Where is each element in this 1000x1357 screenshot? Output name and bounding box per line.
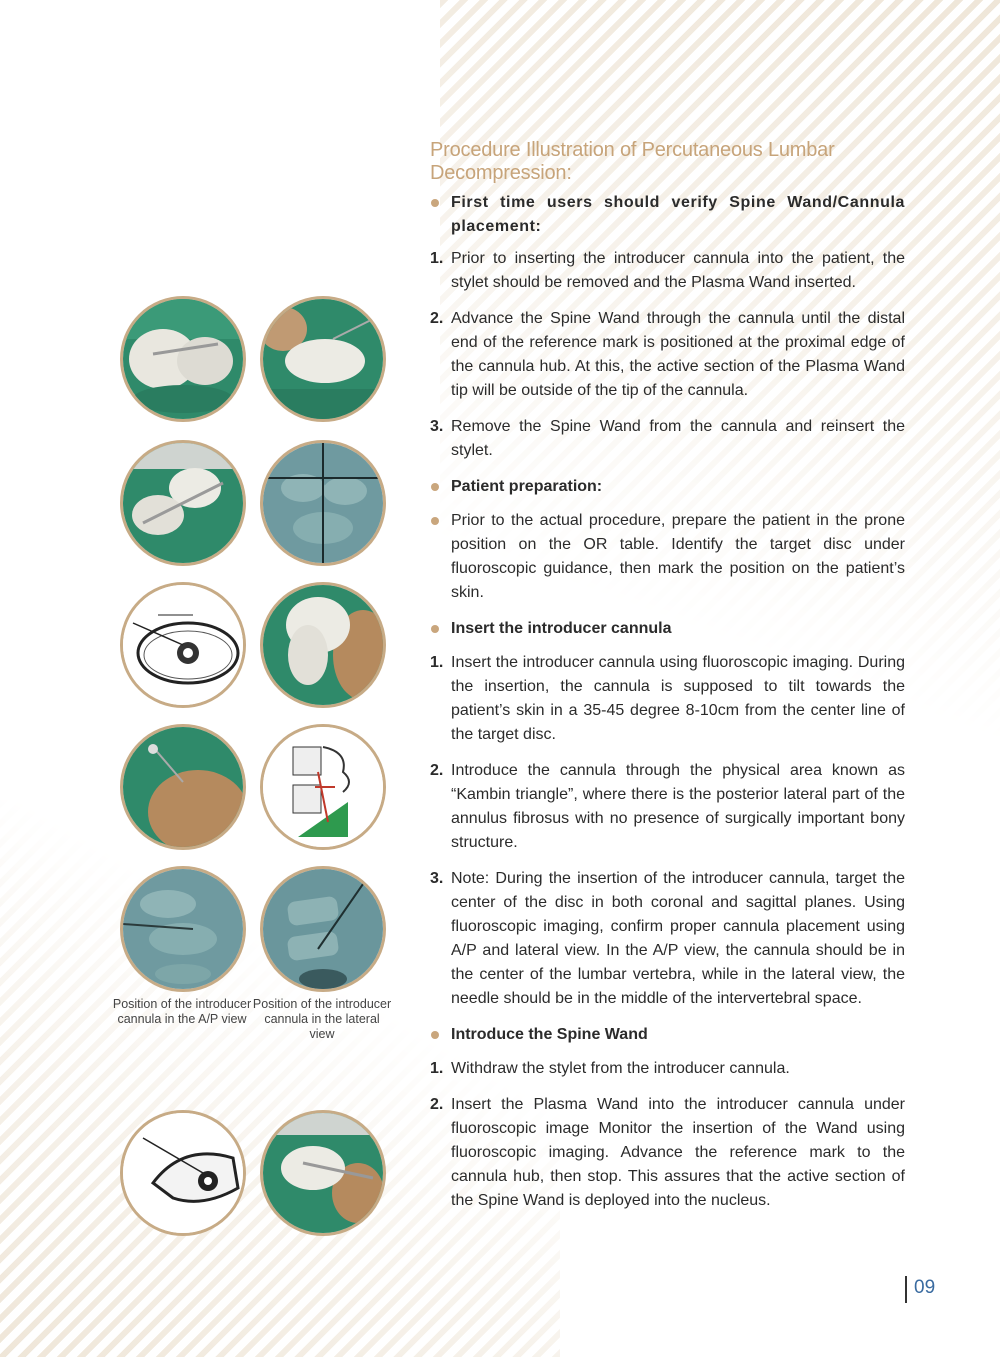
list-item	[430, 867, 905, 1011]
step-number: 3.	[430, 418, 444, 435]
list-item	[430, 509, 905, 605]
photo-needle-in-skin	[120, 724, 246, 850]
section-wand-heading: Introduce the Spine Wand	[451, 1026, 648, 1043]
step-text: Introduce the cannula through the physical area known as “Kambin triangle”, where there is the posterior lateral part of the annulus fibrosus with no presence of surgically important bony structure.	[451, 762, 905, 851]
list-item	[430, 759, 905, 855]
photo-wand-into-cannula	[260, 1110, 386, 1236]
step-text: Prior to inserting the introducer cannula into the patient, the stylet should be removed and the Plasma Wand inserted.	[451, 250, 905, 291]
list-item	[430, 247, 905, 295]
fluoroscopy-ap-view	[120, 866, 246, 992]
bullet-dot	[431, 625, 439, 633]
bullet-dot	[431, 199, 439, 207]
list-item	[430, 307, 905, 403]
step-number: 1.	[430, 654, 444, 671]
procedure-content	[430, 139, 905, 1225]
fluoroscopy-lateral-view	[260, 866, 386, 992]
step-text: Withdraw the stylet from the introducer cannula.	[451, 1060, 790, 1077]
step-text: Insert the introducer cannula using fluoroscopic imaging. During the insertion, the cannula is supposed to tilt towards the patient’s skin in a 35-45 degree 8-10cm from the center line of the target disc.	[451, 654, 905, 743]
step-text: Advance the Spine Wand through the cannula until the distal end of the reference mark is positioned at the proximal edge of the cannula hub. At this, the active section of the Plasma Wand tip will be outside of the tip of the cannula.	[451, 310, 905, 399]
bullet-dot	[431, 483, 439, 491]
cross-section-diagram	[120, 582, 246, 708]
step-number: 2.	[430, 310, 444, 327]
step-number: 3.	[430, 870, 444, 887]
section-wand	[430, 1023, 905, 1047]
list-item	[430, 1093, 905, 1213]
caption-ap-view: Position of the introducer cannula in the A/P view	[112, 997, 252, 1026]
step-number: 1.	[430, 250, 444, 267]
section-prep-heading: Patient preparation:	[451, 478, 603, 495]
list-item	[430, 651, 905, 747]
step-text: Insert the Plasma Wand into the introducer cannula under fluoroscopic image Monitor the insertion of the Wand using fluoroscopic imaging. Advance the reference mark to the cannula hub, then stop. This assures that the active section of the Spine Wand is deployed into the nucleus.	[451, 1096, 905, 1209]
section-verify-heading: First time users should verify Spine Wand/Cannula placement:	[451, 194, 905, 235]
section-verify	[430, 191, 905, 239]
section-insert-heading: Insert the introducer cannula	[451, 620, 672, 637]
page-number: 09	[914, 1277, 936, 1298]
caption-lateral-view: Position of the introducer cannula in the lateral view	[252, 997, 392, 1041]
step-number: 2.	[430, 1096, 444, 1113]
section-insert	[430, 617, 905, 641]
bullet-dot	[431, 517, 439, 525]
step-text: Remove the Spine Wand from the cannula and reinsert the stylet.	[451, 418, 905, 459]
bullet-dot	[431, 1031, 439, 1039]
page-number-divider	[905, 1276, 907, 1303]
list-item	[430, 415, 905, 463]
prep-text: Prior to the actual procedure, prepare the patient in the prone position on the OR table. Identify the target disc under fluoroscopic guidance, then mark the position on the patient’s skin.	[451, 512, 905, 601]
photo-hand-on-skin	[260, 582, 386, 708]
fluoroscopy-crosshair-image	[260, 440, 386, 566]
kambin-triangle-diagram	[260, 724, 386, 850]
photo-gloved-hands-cannula	[120, 296, 246, 422]
step-number: 2.	[430, 762, 444, 779]
photo-cannula-handling	[120, 440, 246, 566]
photo-hand-inserting-wand	[260, 296, 386, 422]
step-number: 1.	[430, 1060, 444, 1077]
step-text: Note: During the insertion of the introducer cannula, target the center of the disc in both coronal and sagittal planes. Using fluoroscopic imaging, confirm proper cannula placement using A/P and lateral view. In the A/P view, the cannula should be in the center of the lumbar vertebra, while in the lateral view, the needle should be in the middle of the intervertebral space.	[451, 870, 905, 1007]
list-item	[430, 1057, 905, 1081]
page-title: Procedure Illustration of Percutaneous Lumbar Decompression:	[430, 139, 835, 184]
section-prep	[430, 475, 905, 499]
wand-insertion-diagram	[120, 1110, 246, 1236]
